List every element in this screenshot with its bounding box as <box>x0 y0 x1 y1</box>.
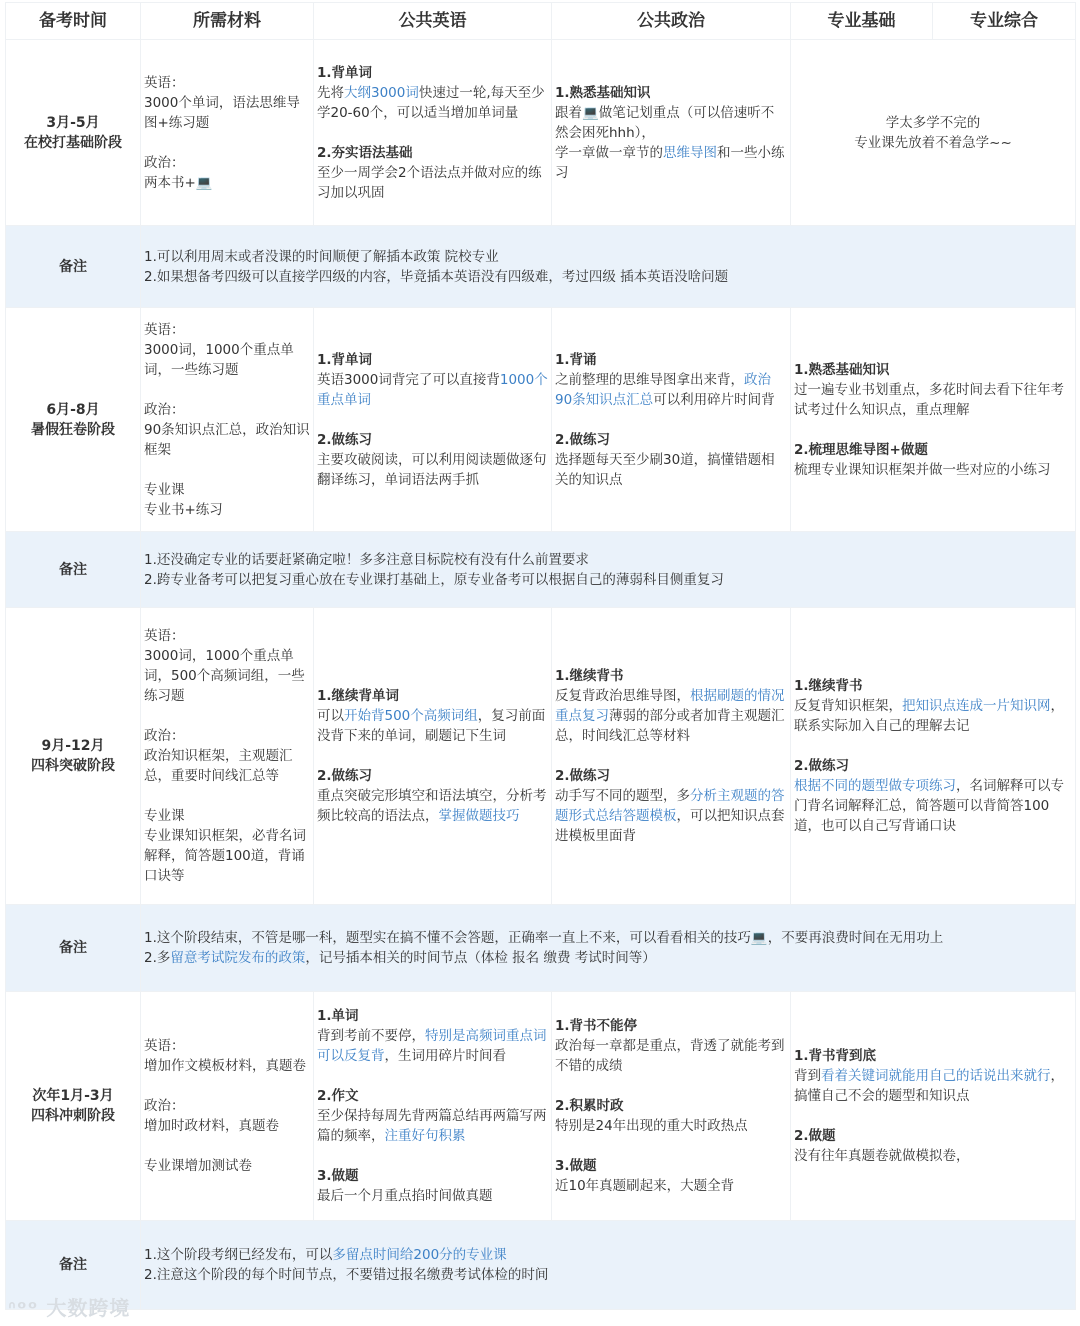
note-label: 备注 <box>6 226 141 308</box>
stage-name: 暑假狂卷阶段 <box>31 421 115 438</box>
plan-item <box>555 1096 787 1136</box>
plan-item-title: 1.熟悉基础知识 <box>794 361 890 378</box>
materials-group <box>144 1036 310 1076</box>
politics-cell <box>552 308 791 532</box>
text-line <box>794 1066 1072 1106</box>
highlight-text: 留意考试院发布的政策 <box>170 950 306 966</box>
text-line <box>317 706 548 746</box>
text-segment: 学一章做一章节的 <box>555 144 663 161</box>
text-line <box>794 380 1072 420</box>
plan-item <box>317 430 548 490</box>
stage-time-cell <box>6 992 141 1221</box>
text-segment: 近10年真题刷起来，大题全背 <box>555 1178 735 1194</box>
text-line <box>144 247 1072 267</box>
text-segment: ，可以把知识点套进模板里面背 <box>555 808 785 844</box>
stage-months: 3月-5月 <box>46 114 100 131</box>
header-row <box>6 3 1076 40</box>
highlight-text: 1000个重点单词 <box>317 371 548 408</box>
highlight-text: 注重好句积累 <box>384 1128 466 1144</box>
plan-item <box>555 83 787 183</box>
text-line <box>144 1245 1072 1265</box>
text-segment: 和一些小练习 <box>555 144 785 181</box>
text-segment: 动手写不同的题型，多 <box>555 788 690 804</box>
text-line <box>555 1036 787 1076</box>
highlight-text: 根据不同的题型做专项练习 <box>794 778 956 794</box>
plan-item <box>317 766 548 826</box>
text-line <box>317 786 548 826</box>
header-politics: 公共政治 <box>552 3 791 40</box>
plan-item <box>794 1126 1072 1166</box>
text-segment: ，名词解释可以专门背名词解释汇总，简答题可以背简答100道，也可以自己写背诵口诀 <box>794 778 1064 834</box>
text-line <box>144 928 1072 948</box>
text-segment: 2.多 <box>144 950 171 966</box>
plan-item-title: 1.背诵 <box>555 351 597 368</box>
text-line <box>794 460 1072 480</box>
plan-item <box>794 113 1072 153</box>
text-segment: ，搞懂自己不会的题型和知识点 <box>794 1068 1064 1104</box>
header-english: 公共英语 <box>314 3 552 40</box>
text-segment: 最后一个月重点掐时间做真题 <box>317 1188 493 1204</box>
materials-group <box>144 400 310 460</box>
plan-item <box>555 1156 787 1196</box>
materials-group <box>144 806 310 886</box>
text-line <box>144 570 1072 590</box>
english-cell <box>314 308 552 532</box>
plan-item-title: 2.夯实语法基础 <box>317 144 413 161</box>
text-line <box>144 948 1072 968</box>
text-segment: 选择题每天至少刷30道，搞懂错题相关的知识点 <box>555 451 775 488</box>
major-cell <box>791 992 1076 1221</box>
highlight-text: 政治90条知识点汇总 <box>555 371 771 408</box>
stage-months: 9月-12月 <box>41 738 105 754</box>
text-line <box>144 550 1072 570</box>
text-segment: 之前整理的思维导图拿出来背， <box>555 371 744 388</box>
text-line <box>555 1116 787 1136</box>
text-segment: 2.跨专业备考可以把复习重心放在专业课打基础上，原专业备考可以根据自己的薄弱科目侧重复习 <box>144 571 724 588</box>
text-segment: 背到考前不要停， <box>317 1028 425 1044</box>
politics-cell <box>552 992 791 1221</box>
plan-item-title: 1.熟悉基础知识 <box>555 84 651 101</box>
text-segment: 至少保持每周先背两篇总结再两篇写两篇的频率， <box>317 1108 547 1144</box>
text-line <box>555 786 787 846</box>
plan-item <box>555 766 787 846</box>
stage-row <box>6 608 1076 905</box>
materials-line: 英语： <box>144 74 185 91</box>
stage-months: 6月-8月 <box>46 401 100 418</box>
text-line <box>794 133 1072 153</box>
plan-item <box>317 63 548 123</box>
plan-item-title: 3.做题 <box>317 1168 359 1184</box>
text-segment: ，记号插本相关的时间节点（体检 报名 缴费 考试时间等） <box>305 950 656 966</box>
text-line <box>555 370 787 410</box>
highlight-text: 看着关键词就能用自己的话说出来就行 <box>821 1068 1051 1084</box>
materials-line: 政治： <box>144 728 185 744</box>
plan-item <box>794 676 1072 736</box>
materials-line: 政治： <box>144 154 185 171</box>
plan-item <box>794 440 1072 480</box>
text-line <box>794 776 1072 836</box>
plan-item-title: 1.背单词 <box>317 64 373 81</box>
text-segment: 先将 <box>317 84 344 101</box>
plan-item <box>794 756 1072 836</box>
text-segment: 特别是24年出现的重大时政热点 <box>555 1118 748 1134</box>
note-content <box>141 1221 1076 1310</box>
major-cell <box>791 40 1076 226</box>
watermark-logo: ᐢᵒᵒ 大数跨境 <box>8 1296 131 1320</box>
plan-item-title: 1.单词 <box>317 1008 359 1024</box>
header-major-comprehensive: 专业综合 <box>933 3 1076 40</box>
text-segment: 专业课先放着不着急学~~ <box>854 134 1012 151</box>
materials-line: 英语： <box>144 321 185 338</box>
materials-line: 两本书+💻 <box>144 174 213 191</box>
highlight-text: 把知识点连成一片知识网 <box>902 698 1051 714</box>
text-segment: 反复背政治思维导图， <box>555 688 690 704</box>
note-label: 备注 <box>6 1221 141 1310</box>
materials-group <box>144 320 310 380</box>
materials-group <box>144 480 310 520</box>
text-segment: 英语3000词背完了可以直接背 <box>317 371 500 388</box>
stage-time-cell <box>6 40 141 226</box>
english-cell <box>314 608 552 905</box>
text-segment: ，复习前面没背下来的单词，刷题记下生词 <box>317 708 546 744</box>
plan-item <box>317 1166 548 1206</box>
text-line <box>794 113 1072 133</box>
text-segment: 反复背知识框架， <box>794 698 902 714</box>
plan-item-title: 1.背单词 <box>317 351 373 368</box>
stage-row <box>6 992 1076 1221</box>
materials-line: 政治知识框架，主观题汇总，重要时间线汇总等 <box>144 748 293 784</box>
text-segment: 1.可以利用周末或者没课的时间顺便了解插本政策 院校专业 <box>144 248 499 265</box>
plan-item-title: 1.继续背书 <box>555 668 624 684</box>
text-segment: 背到 <box>794 1068 821 1084</box>
note-label: 备注 <box>6 532 141 608</box>
materials-line: 英语： <box>144 1038 185 1054</box>
text-segment: 重点突破完形填空和语法填空，分析考频比较高的语法点， <box>317 788 547 824</box>
plan-item <box>317 1086 548 1146</box>
materials-group <box>144 1096 310 1136</box>
text-line <box>317 163 548 203</box>
note-content <box>141 905 1076 992</box>
highlight-text: 开始背500个高频词组 <box>344 708 478 724</box>
text-segment: 可以 <box>317 708 344 724</box>
plan-item <box>794 1046 1072 1106</box>
materials-cell <box>141 308 314 532</box>
stage-time-cell <box>6 308 141 532</box>
politics-cell <box>552 608 791 905</box>
plan-item <box>317 143 548 203</box>
study-plan-table <box>5 2 1076 1310</box>
highlight-text: 大纲3000词 <box>344 84 419 101</box>
text-segment: 快速过一轮,每天至少学20-60个，可以适当增加单词量 <box>317 84 545 121</box>
plan-item-title: 1.背书背到底 <box>794 1048 877 1064</box>
materials-line: 政治： <box>144 401 185 418</box>
highlight-text: 思维导图 <box>663 144 717 161</box>
plan-item-title: 2.做练习 <box>555 431 611 448</box>
header-materials: 所需材料 <box>141 3 314 40</box>
header-time: 备考时间 <box>6 3 141 40</box>
stage-name: 在校打基础阶段 <box>24 134 122 151</box>
text-segment: 跟着💻做笔记划重点（可以倍速听不然会困死hhh）， <box>555 104 775 141</box>
materials-cell <box>141 608 314 905</box>
text-segment: ，联系实际加入自己的理解去记 <box>794 698 1064 734</box>
text-line <box>555 1176 787 1196</box>
note-row <box>6 1221 1076 1310</box>
plan-item-title: 1.继续背单词 <box>317 688 400 704</box>
text-segment: ，生词用碎片时间看 <box>384 1048 506 1064</box>
plan-item-title: 2.做题 <box>794 1128 836 1144</box>
text-line <box>317 83 548 123</box>
text-line <box>144 267 1072 287</box>
plan-item-title: 1.背书不能停 <box>555 1018 638 1034</box>
text-line <box>555 143 787 183</box>
plan-item <box>555 666 787 746</box>
materials-group <box>144 626 310 706</box>
materials-line: 专业课知识框架，必背名词解释，简答题100道，背诵口诀等 <box>144 828 306 884</box>
materials-line: 英语： <box>144 628 185 644</box>
note-content <box>141 226 1076 308</box>
materials-group <box>144 1156 310 1176</box>
text-line <box>144 1265 1072 1285</box>
materials-group <box>144 153 310 193</box>
plan-item-title: 3.做题 <box>555 1158 597 1174</box>
text-segment: 1.这个阶段考纲已经发布，可以 <box>144 1247 333 1263</box>
materials-line: 专业课增加测试卷 <box>144 1158 252 1174</box>
text-segment: 梳理专业课知识框架并做一些对应的小练习 <box>794 461 1051 478</box>
note-row <box>6 532 1076 608</box>
plan-item <box>555 350 787 410</box>
plan-item <box>555 430 787 490</box>
materials-line: 增加时政材料，真题卷 <box>144 1118 279 1134</box>
plan-item-title: 2.做练习 <box>317 768 373 784</box>
plan-item-title: 2.作文 <box>317 1088 359 1104</box>
materials-line: 90条知识点汇总，政治知识框架 <box>144 421 310 458</box>
text-segment: 可以利用碎片时间背 <box>653 391 775 408</box>
text-line <box>555 450 787 490</box>
text-line <box>317 1106 548 1146</box>
english-cell <box>314 40 552 226</box>
text-segment: 学太多学不完的 <box>885 114 981 131</box>
text-segment: 1.还没确定专业的话要赶紧确定啦！多多注意目标院校有没有什么前置要求 <box>144 551 589 568</box>
highlight-text: 根据刷题的情况重点复习 <box>555 688 785 724</box>
text-segment: 2.如果想备考四级可以直接学四级的内容，毕竟插本英语没有四级难，考过四级 插本英语没啥问题 <box>144 268 729 285</box>
materials-line: 专业课 <box>144 481 185 498</box>
plan-item-title: 1.继续背书 <box>794 678 863 694</box>
text-line <box>794 1146 1072 1166</box>
materials-line: 专业书+练习 <box>144 501 223 518</box>
text-segment: 政治每一章都是重点，背透了就能考到不错的成绩 <box>555 1038 785 1074</box>
materials-cell <box>141 992 314 1221</box>
stage-months: 次年1月-3月 <box>32 1088 114 1104</box>
plan-item-title: 2.做练习 <box>317 431 373 448</box>
highlight-text: 分析主观题的答题形式总结答题模板 <box>555 788 785 824</box>
materials-line: 专业课 <box>144 808 185 824</box>
text-line <box>317 1026 548 1066</box>
highlight-text: 多留点时间给200分的专业课 <box>332 1247 507 1263</box>
text-segment: 没有往年真题卷就做模拟卷， <box>794 1148 970 1164</box>
text-segment: 过一遍专业书划重点，多花时间去看下往年考试考过什么知识点，重点理解 <box>794 381 1064 418</box>
text-line <box>317 1186 548 1206</box>
header-major-basic: 专业基础 <box>791 3 933 40</box>
english-cell <box>314 992 552 1221</box>
plan-item <box>555 1016 787 1076</box>
stage-row <box>6 308 1076 532</box>
text-segment: 2.注意这个阶段的每个时间节点，不要错过报名缴费考试体检的时间 <box>144 1267 549 1283</box>
plan-item-title: 2.做练习 <box>794 758 850 774</box>
text-line <box>794 696 1072 736</box>
text-segment: 至少一周学会2个语法点并做对应的练习加以巩固 <box>317 164 542 201</box>
materials-group <box>144 726 310 786</box>
highlight-text: 掌握做题技巧 <box>438 808 520 824</box>
materials-cell <box>141 40 314 226</box>
materials-line: 3000词，1000个重点单词，500个高频词组，一些练习题 <box>144 648 305 704</box>
stage-row <box>6 40 1076 226</box>
note-row <box>6 905 1076 992</box>
plan-item <box>794 360 1072 420</box>
text-line <box>317 370 548 410</box>
major-cell <box>791 608 1076 905</box>
text-segment: 1.这个阶段结束，不管是哪一科，题型实在搞不懂不会答题，正确率一直上不来，可以看看相关的技巧💻，不要再浪费时间在无用功上 <box>144 930 944 946</box>
plan-item-title: 2.做练习 <box>555 768 611 784</box>
note-row <box>6 226 1076 308</box>
plan-item-title: 2.梳理思维导图+做题 <box>794 441 928 458</box>
note-label: 备注 <box>6 905 141 992</box>
note-content <box>141 532 1076 608</box>
materials-group <box>144 73 310 133</box>
materials-line: 增加作文模板材料，真题卷 <box>144 1058 306 1074</box>
materials-line: 3000词，1000个重点单词，一些练习题 <box>144 341 294 378</box>
plan-item <box>317 686 548 746</box>
text-line <box>317 450 548 490</box>
stage-name: 四科冲刺阶段 <box>31 1108 115 1124</box>
stage-time-cell <box>6 608 141 905</box>
materials-line: 3000个单词，语法思维导图+练习题 <box>144 94 300 131</box>
text-segment: 主要攻破阅读，可以利用阅读题做逐句翻译练习，单词语法两手抓 <box>317 451 547 488</box>
plan-item <box>317 1006 548 1066</box>
plan-item <box>317 350 548 410</box>
text-line <box>555 686 787 746</box>
politics-cell <box>552 40 791 226</box>
major-cell <box>791 308 1076 532</box>
text-line <box>555 103 787 143</box>
text-segment: 薄弱的部分或者加背主观题汇总，时间线汇总等材料 <box>555 708 785 744</box>
plan-item-title: 2.积累时政 <box>555 1098 624 1114</box>
materials-line: 政治： <box>144 1098 185 1114</box>
highlight-text: 特别是高频词重点词可以反复背 <box>317 1028 547 1064</box>
stage-name: 四科突破阶段 <box>31 758 115 774</box>
